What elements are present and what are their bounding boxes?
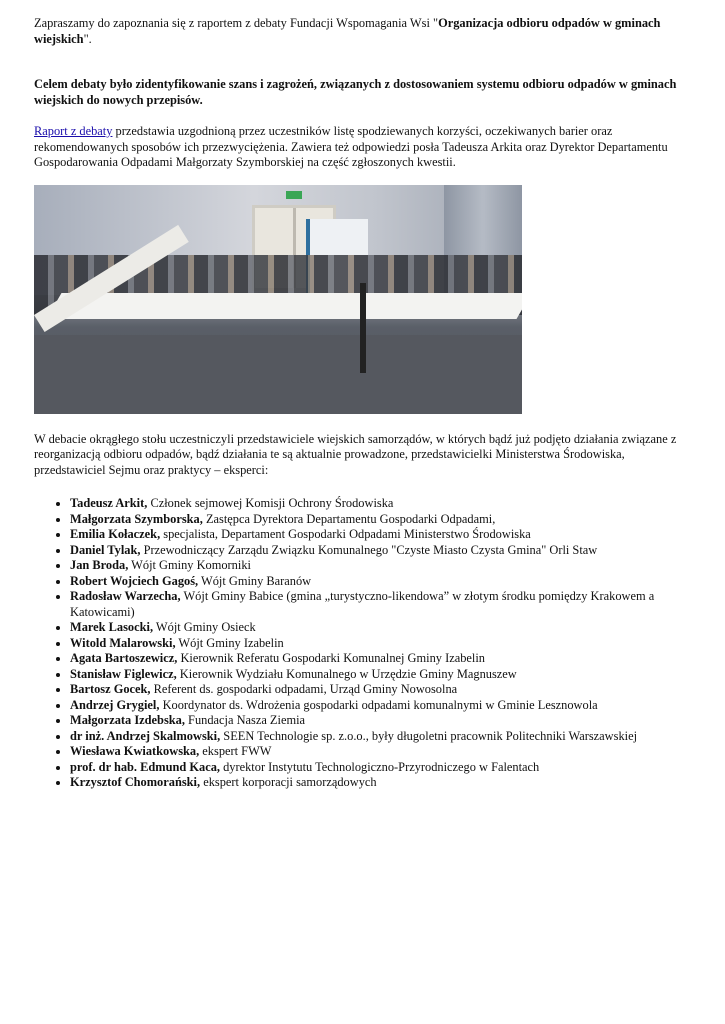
participant-name: Jan Broda, [70,558,129,572]
goal-paragraph: Celem debaty było zidentyfikowanie szans i zagrożeń, związanych z dostosowaniem systemu odbioru odpadów w gminach wiejskich do nowych przepisów. [34,77,677,107]
debate-photo [34,185,522,414]
participant-name: Andrzej Grygiel, [70,697,160,712]
report-link[interactable]: Raport z debaty [34,124,113,138]
photo-table [46,293,522,319]
participant-role: Wójt Gminy Izabelin [175,635,284,650]
photo-exit-sign [286,191,302,199]
participant-item [70,682,670,698]
participant-name: Krzysztof Chomorański, [70,775,201,789]
participant-role: ekspert korporacji samorządowych [200,775,377,789]
participant-item [70,636,670,652]
participant-role: Kierownik Wydziału Komunalnego w Urzędzie Gminy Magnuszew [176,666,517,681]
participants-intro: W debacie okrągłego stołu uczestniczyli przedstawiciele wiejskich samorządów, w których bądź już podjęto działania związane z reorganizacją odbioru odpadów, bądź działania te są aktualnie prowadzone, przedstawicielki Ministerstwa Środowiska, przedstawiciel Sejmu oraz praktycy – eksperci: [34,431,677,477]
participant-item [70,667,670,683]
report-paragraph [34,124,684,171]
participant-name: Agata Bartoszewicz, [70,651,178,665]
participant-name: Marek Lasocki, [70,620,154,634]
intro-text: Zapraszamy do zapoznania się z raportem z debaty Fundacji Wspomagania Wsi " [34,16,439,30]
participant-name: Daniel Tylak, [70,542,141,557]
participant-name: Robert Wojciech Gagoś, [70,573,199,588]
participant-role: ekspert FWW [199,744,272,758]
participant-name: Emilia Kołaczek, [70,527,161,541]
participant-name: Małgorzata Izdebska, [70,713,185,727]
participant-name: dr inż. Andrzej Skalmowski, [70,728,221,743]
participant-name: prof. dr hab. Edmund Kaca, [70,759,220,774]
intro-paragraph [34,16,674,47]
participant-name: Tadeusz Arkit, [70,496,148,510]
participants-list [34,496,691,791]
participant-role: Fundacja Nasza Ziemia [184,713,306,727]
participant-role: dyrektor Instytutu Technologiczno-Przyrodniczego w Falentach [220,759,540,774]
participant-role: Wójt Gminy Osieck [153,620,256,634]
participant-role: Koordynator ds. Wdrożenia gospodarki odpadami komunalnymi w Gminie Lesznowola [159,697,598,712]
participant-name: Bartosz Gocek, [70,682,151,696]
participant-role: Członek sejmowej Komisji Ochrony Środowiska [147,496,394,510]
participant-role: SEEN Technologie sp. z.o.o., były długoletni pracownik Politechniki Warszawskiej [220,728,638,743]
participant-role: Wójt Gminy Babice (gmina „turystyczno-likendowa” w złotym środku pomiędzy Krakowem a Katowicami) [70,589,655,619]
participant-role: Wójt Gminy Komorniki [128,558,251,572]
participant-item [70,496,670,512]
participant-item [70,512,670,528]
participant-name: Stanisław Figlewicz, [70,666,177,681]
participant-item [70,775,670,791]
photo-floor [34,335,522,414]
participant-item [70,543,670,559]
participant-item [70,574,670,590]
participant-name: Witold Malarowski, [70,635,176,650]
participant-name: Wiesława Kwiatkowska, [70,744,200,758]
participant-item [70,760,670,776]
report-text: przedstawia uzgodnioną przez uczestników listę spodziewanych korzyści, oczekiwanych barier oraz rekomendowanych sposobów ich przezwyciężenia. Zawiera też odpowiedzi posła Tadeusza Arkita oraz Dyrektor Departamentu Gospodarowania Odpadami Małgorzaty Szymborskiej na część zgłoszonych kwestii. [34,124,668,169]
photo-microphone-stand [360,283,366,373]
participant-item [70,698,670,714]
participant-item [70,651,670,667]
participant-role: Kierownik Referatu Gospodarki Komunalnej Gminy Izabelin [177,651,485,665]
participant-item [70,620,670,636]
participant-item [70,589,670,620]
participant-role: Referent ds. gospodarki odpadami, Urząd Gminy Nowosolna [150,682,458,696]
participant-name: Małgorzata Szymborska, [70,511,203,526]
participant-item [70,744,670,760]
participant-role: Przewodniczący Zarządu Związku Komunalnego "Czyste Miasto Czysta Gmina" Orli Staw [140,542,598,557]
participant-name: Radosław Warzecha, [70,589,181,603]
participant-item [70,729,670,745]
participant-role: Zastępca Dyrektora Departamentu Gospodarki Odpadami, [202,511,496,526]
participant-role: Wójt Gminy Baranów [198,573,312,588]
participant-role: specjalista, Departament Gospodarki Odpadami Ministerstwo Środowiska [160,527,531,541]
participant-item [70,713,670,729]
participant-item [70,527,670,543]
participant-item [70,558,670,574]
debate-title: Organizacja odbioru odpadów w gminach wiejskich [34,16,661,46]
intro-text-end: ". [83,31,92,46]
